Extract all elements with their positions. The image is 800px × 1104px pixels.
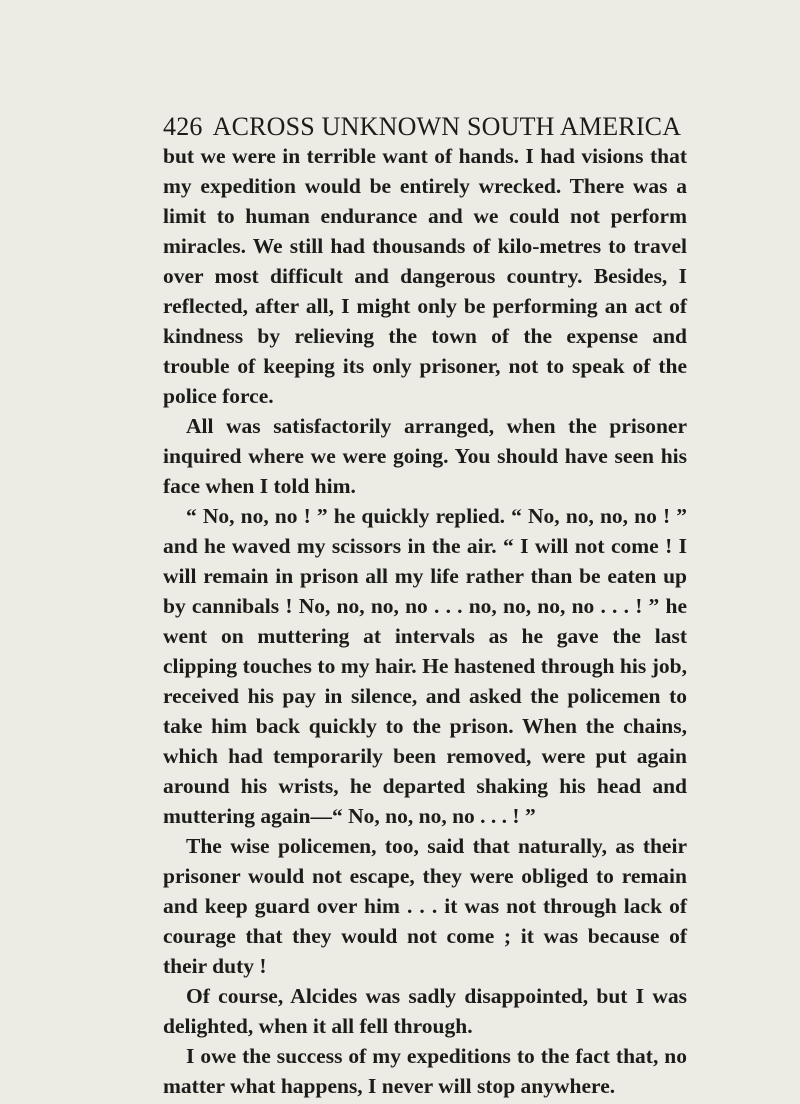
paragraph: All was satisfactorily arranged, when the prisoner inquired where we were going. You should have seen his face when I told him. bbox=[163, 414, 687, 498]
paragraph: I owe the success of my expeditions to the fact that, no matter what happens, I never will stop anywhere. bbox=[163, 1044, 687, 1098]
paragraph: Of course, Alcides was sadly disappointed, but I was delighted, when it all fell through. bbox=[163, 984, 687, 1038]
running-title: ACROSS UNKNOWN SOUTH AMERICA bbox=[212, 112, 682, 141]
page-number: 426 bbox=[163, 112, 203, 141]
body-text bbox=[163, 141, 687, 1101]
running-header bbox=[163, 112, 687, 142]
paragraph: “ No, no, no ! ” he quickly replied. “ No, no, no, no ! ” and he waved my scissors in the air. “ I will not come ! I will remain in prison all my life rather than be eaten up by cannibals ! No, no, no, no . . . no, no, no, no . . . ! ” he went on muttering at intervals as he gave the last clipping touches to my hair. He hastened through his job, received his pay in silence, and asked the policemen to take him back quickly to the prison. When the chains, which had temporarily been removed, were put again around his wrists, he departed shaking his head and muttering again—“ No, no, no, no . . . ! ” bbox=[163, 504, 687, 828]
paragraph: The wise policemen, too, said that naturally, as their prisoner would not escape, they were obliged to remain and keep guard over him . . . it was not through lack of courage that they would not come ; it was because of their duty ! bbox=[163, 834, 687, 978]
paragraph: but we were in terrible want of hands. I had visions that my expedition would be entirely wrecked. There was a limit to human endurance and we could not perform miracles. We still had thousands of kilo-metres to travel over most difficult and dangerous country. Besides, I reflected, after all, I might only be performing an act of kindness by relieving the town of the expense and trouble of keeping its only prisoner, not to speak of the police force. bbox=[163, 144, 687, 408]
